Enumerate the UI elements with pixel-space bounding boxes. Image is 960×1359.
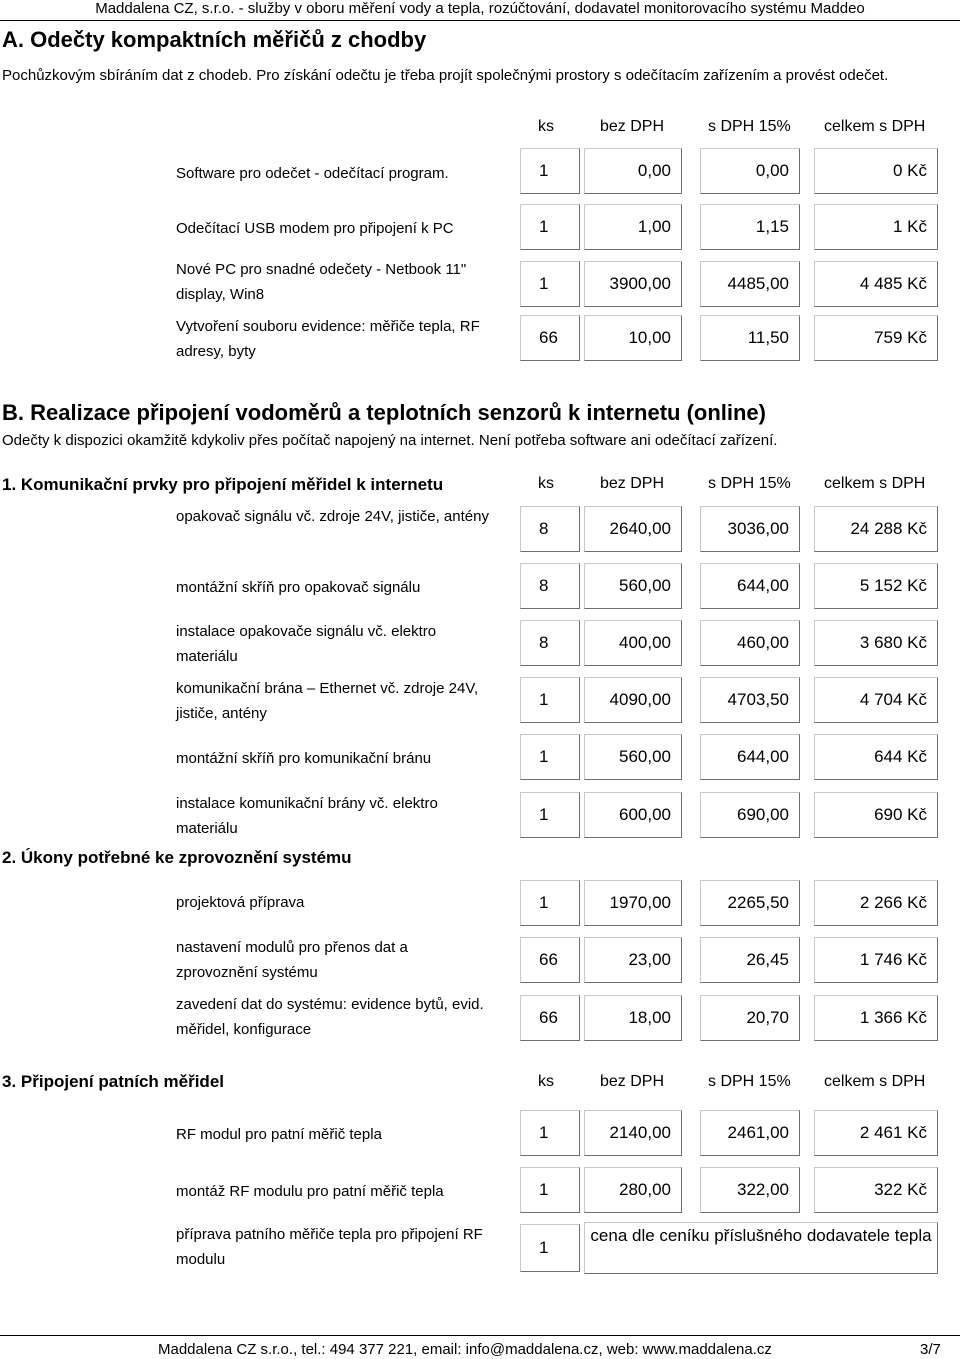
item-description: montážní skříň pro komunikační bránu <box>176 750 432 767</box>
price-incl-vat-cell: 2461,00 <box>700 1110 800 1156</box>
price-incl-vat-cell: 0,00 <box>700 148 800 194</box>
price-incl-vat-cell: 322,00 <box>700 1167 800 1213</box>
price-incl-vat-cell: 690,00 <box>700 792 800 838</box>
col-total-header: celkem s DPH <box>824 1073 926 1090</box>
price-incl-vat-cell: 4485,00 <box>700 261 800 307</box>
qty-cell: 1 <box>520 1224 580 1272</box>
price-excl-vat-cell: 400,00 <box>584 620 682 666</box>
qty-cell: 1 <box>520 734 580 780</box>
price-excl-vat-cell: 600,00 <box>584 792 682 838</box>
footer-contact: Maddalena CZ s.r.o., tel.: 494 377 221, email: info@maddalena.cz, web: www.maddalena.cz <box>158 1341 772 1358</box>
price-incl-vat-cell: 644,00 <box>700 734 800 780</box>
subsection-3-title: 3. Připojení patních měřidel <box>2 1072 224 1091</box>
total-cell: 644 Kč <box>814 734 938 780</box>
price-excl-vat-cell: 2640,00 <box>584 506 682 552</box>
item-description: příprava patního měřiče tepla pro připojení RF modulu <box>176 1226 483 1268</box>
col-ks-header: ks <box>538 118 554 135</box>
qty-cell: 66 <box>520 937 580 983</box>
price-excl-vat-cell: 23,00 <box>584 937 682 983</box>
total-cell: 1 366 Kč <box>814 995 938 1041</box>
qty-cell: 1 <box>520 880 580 926</box>
header-rule <box>0 20 960 21</box>
section-a-title: A. Odečty kompaktních měřičů z chodby <box>2 27 427 52</box>
total-cell: 5 152 Kč <box>814 563 938 609</box>
price-excl-vat-cell: 4090,00 <box>584 677 682 723</box>
section-a-intro: Pochůzkovým sbíráním dat z chodeb. Pro získání odečtu je třeba projít společnými prostory s odečítacím zařízením a provést odečet. <box>2 67 889 84</box>
price-excl-vat-cell: 560,00 <box>584 563 682 609</box>
col-bez-dph-header: bez DPH <box>600 475 665 492</box>
price-incl-vat-cell: 2265,50 <box>700 880 800 926</box>
total-cell: 1 Kč <box>814 204 938 250</box>
col-total-header: celkem s DPH <box>824 475 926 492</box>
item-description: Odečítací USB modem pro připojení k PC <box>176 220 454 237</box>
price-incl-vat-cell: 11,50 <box>700 315 800 361</box>
price-incl-vat-cell: 644,00 <box>700 563 800 609</box>
item-description: projektová příprava <box>176 894 305 911</box>
item-description: montáž RF modulu pro patní měřič tepla <box>176 1183 444 1200</box>
qty-cell: 1 <box>520 1110 580 1156</box>
item-description: Nové PC pro snadné odečety - Netbook 11" display, Win8 <box>176 261 467 303</box>
col-s-dph-header: s DPH 15% <box>708 1073 791 1090</box>
total-cell: 2 461 Kč <box>814 1110 938 1156</box>
section-b-title: B. Realizace připojení vodoměrů a teplotních senzorů k internetu (online) <box>2 400 766 425</box>
price-excl-vat-cell: 10,00 <box>584 315 682 361</box>
price-excl-vat-cell: 0,00 <box>584 148 682 194</box>
qty-cell: 1 <box>520 1167 580 1213</box>
price-incl-vat-cell: 20,70 <box>700 995 800 1041</box>
price-incl-vat-cell: 3036,00 <box>700 506 800 552</box>
item-description: instalace komunikační brány vč. elektro materiálu <box>176 795 438 837</box>
item-description: RF modul pro patní měřič tepla <box>176 1126 382 1143</box>
item-description: zavedení dat do systému: evidence bytů, evid. měřidel, konfigurace <box>176 996 484 1038</box>
price-incl-vat-cell: 26,45 <box>700 937 800 983</box>
price-excl-vat-cell: 18,00 <box>584 995 682 1041</box>
total-cell: 24 288 Kč <box>814 506 938 552</box>
qty-cell: 8 <box>520 563 580 609</box>
qty-cell: 8 <box>520 506 580 552</box>
price-excl-vat-cell: 2140,00 <box>584 1110 682 1156</box>
price-excl-vat-cell: 1970,00 <box>584 880 682 926</box>
qty-cell: 1 <box>520 148 580 194</box>
footer-rule <box>0 1335 960 1336</box>
qty-cell: 1 <box>520 677 580 723</box>
price-excl-vat-cell: 3900,00 <box>584 261 682 307</box>
col-ks-header: ks <box>538 475 554 492</box>
total-cell: 1 746 Kč <box>814 937 938 983</box>
page-number: 3/7 <box>920 1341 941 1358</box>
item-description: opakovač signálu vč. zdroje 24V, jističe, antény <box>176 508 489 525</box>
col-total-header: celkem s DPH <box>824 118 926 135</box>
price-incl-vat-cell: 1,15 <box>700 204 800 250</box>
item-description: komunikační brána – Ethernet vč. zdroje 24V, jističe, antény <box>176 680 479 722</box>
qty-cell: 8 <box>520 620 580 666</box>
price-note-cell: cena dle ceníku příslušného dodavatele tepla <box>584 1222 938 1274</box>
qty-cell: 66 <box>520 315 580 361</box>
col-s-dph-header: s DPH 15% <box>708 118 791 135</box>
total-cell: 4 704 Kč <box>814 677 938 723</box>
subsection-2-title: 2. Úkony potřebné ke zprovoznění systému <box>2 848 352 867</box>
price-excl-vat-cell: 280,00 <box>584 1167 682 1213</box>
item-description: montážní skříň pro opakovač signálu <box>176 579 421 596</box>
col-ks-header: ks <box>538 1073 554 1090</box>
section-b-subtitle: Odečty k dispozici okamžitě kdykoliv přes počítač napojený na internet. Není potřeba software ani odečítací zařízení. <box>2 432 778 449</box>
total-cell: 759 Kč <box>814 315 938 361</box>
total-cell: 690 Kč <box>814 792 938 838</box>
price-incl-vat-cell: 460,00 <box>700 620 800 666</box>
price-incl-vat-cell: 4703,50 <box>700 677 800 723</box>
qty-cell: 1 <box>520 261 580 307</box>
item-description: Software pro odečet - odečítací program. <box>176 165 449 182</box>
item-description: nastavení modulů pro přenos dat a zprovoznění systému <box>176 939 408 981</box>
price-excl-vat-cell: 1,00 <box>584 204 682 250</box>
col-bez-dph-header: bez DPH <box>600 1073 665 1090</box>
qty-cell: 66 <box>520 995 580 1041</box>
qty-cell: 1 <box>520 204 580 250</box>
subsection-1-title: 1. Komunikační prvky pro připojení měřidel k internetu <box>2 475 444 494</box>
col-s-dph-header: s DPH 15% <box>708 475 791 492</box>
col-bez-dph-header: bez DPH <box>600 118 665 135</box>
item-description: instalace opakovače signálu vč. elektro materiálu <box>176 623 437 665</box>
total-cell: 322 Kč <box>814 1167 938 1213</box>
price-excl-vat-cell: 560,00 <box>584 734 682 780</box>
qty-cell: 1 <box>520 792 580 838</box>
page-header: Maddalena CZ, s.r.o. - služby v oboru měření vody a tepla, rozúčtování, dodavatel monitorovacího systému Maddeo <box>95 0 865 17</box>
total-cell: 3 680 Kč <box>814 620 938 666</box>
item-description: Vytvoření souboru evidence: měřiče tepla, RF adresy, byty <box>176 318 480 360</box>
total-cell: 4 485 Kč <box>814 261 938 307</box>
total-cell: 2 266 Kč <box>814 880 938 926</box>
total-cell: 0 Kč <box>814 148 938 194</box>
